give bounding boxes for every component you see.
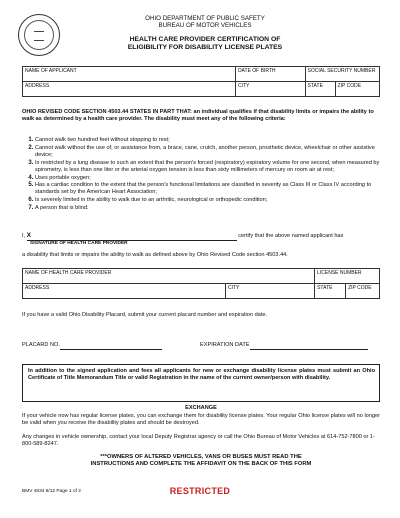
- warning-line1: ***OWNERS OF ALTERED VEHICLES, VANS OR BUSES MUST READ THE: [100, 454, 302, 460]
- criteria-item: 1. Cannot walk two hundred feet without stopping to rest;: [35, 137, 380, 144]
- statute-text: OHIO REVISED CODE SECTION 4503.44 STATES IN PART THAT: an individual qualifies if that disability limits or impairs the ability to walk as determined by a health care provider. The disability must meet any of the following criteria:: [22, 109, 374, 122]
- header-agency-block: [80, 15, 330, 30]
- expiration-date-row: [200, 342, 368, 350]
- placard-number-field[interactable]: [60, 342, 162, 350]
- exchange-heading: EXCHANGE: [185, 405, 217, 411]
- criteria-list: [22, 137, 380, 213]
- ownership-change-paragraph: Any changes in vehicle ownership, contact your local Deputy Registrar agency or call the Ohio Bureau of Motor Vehicles at 614-752-7800 or 1-800-589-8247.: [22, 434, 375, 447]
- ohio-seal-logo: [18, 14, 60, 56]
- bureau-name: BUREAU OF MOTOR VEHICLES: [158, 22, 252, 30]
- form-title-line1: HEALTH CARE PROVIDER CERTIFICATION OF: [129, 36, 281, 43]
- expiration-date-field[interactable]: [250, 342, 368, 350]
- signature-x-mark: X: [26, 232, 32, 239]
- warning-line2: INSTRUCTIONS AND COMPLETE THE AFFIDAVIT ON THE BACK OF THIS FORM: [90, 461, 312, 467]
- form-title: [60, 36, 350, 52]
- form-id: BMV 4834 8/12 Page 1 of 2: [22, 489, 81, 494]
- criteria-item: 7. A person that is blind.: [35, 205, 380, 212]
- provider-info-table: [22, 268, 380, 299]
- certify-prefix: I,: [22, 233, 26, 239]
- provider-address-field[interactable]: ADDRESS: [23, 284, 226, 299]
- signature-label: SIGNATURE OF HEALTH CARE PROVIDER: [30, 241, 128, 246]
- applicant-city-field[interactable]: CITY: [235, 82, 305, 97]
- provider-signature-field[interactable]: [27, 233, 237, 241]
- criteria-item: 4. Uses portable oxygen;: [35, 175, 380, 182]
- agency-name: OHIO DEPARTMENT OF PUBLIC SAFETY: [145, 15, 265, 22]
- placard-number-row: [22, 342, 162, 350]
- exchange-paragraph: If your vehicle now has regular license plates, you can exchange them for disability license plates. Your regular Ohio license plates will no longer be valid when you receive the disability plates and should be destroyed.: [22, 413, 380, 426]
- restricted-stamp: RESTRICTED: [169, 486, 231, 496]
- applicant-info-table: [22, 66, 380, 97]
- placard-note: If you have a valid Ohio Disability Placard, submit your current placard number and expiration date.: [22, 312, 268, 318]
- provider-city-field[interactable]: CITY: [226, 284, 315, 299]
- applicant-name-field[interactable]: NAME OF APPLICANT: [23, 67, 236, 82]
- form-title-line2: ELIGIBILITY FOR DISABILITY LICENSE PLATES: [127, 44, 283, 51]
- applicant-ssn-field[interactable]: SOCIAL SECURITY NUMBER: [305, 67, 379, 82]
- certification-line: [22, 233, 380, 241]
- applicant-dob-field[interactable]: DATE OF BIRTH: [235, 67, 305, 82]
- provider-state-field[interactable]: STATE: [315, 284, 346, 299]
- criteria-item: 3. Is restricted by a lung disease to such an extent that the person's forced (respiratory) expiratory volume for one second, when measured by spirometry, is less than one liter or the arterial oxygen tension is less than sixty millimeters of mercury on room air at rest;: [35, 160, 380, 174]
- certify-definition: a disability that limits or impairs the ability to walk as defined above by Ohio Revised Code section 4503.44.: [22, 252, 288, 258]
- title-requirement-notice: [22, 364, 380, 402]
- expiration-date-label: EXPIRATION DATE: [200, 342, 250, 348]
- provider-name-field[interactable]: NAME OF HEALTH CARE PROVIDER: [23, 269, 315, 284]
- notice-text: In addition to the signed application and fees all applicants for new or exchange disability license plates must submit an Ohio Certificate of Title Memorandum Title or valid Registration in the name of the current owner/person with disability.: [28, 368, 375, 381]
- altered-vehicle-warning: [22, 454, 380, 468]
- applicant-address-field[interactable]: ADDRESS: [23, 82, 236, 97]
- placard-number-label: PLACARD NO.: [22, 342, 60, 348]
- provider-zip-field[interactable]: ZIP CODE: [346, 284, 380, 299]
- provider-license-field[interactable]: LICENSE NUMBER: [315, 269, 380, 284]
- applicant-zip-field[interactable]: ZIP CODE: [335, 82, 379, 97]
- criteria-item: 6. Is severely limited in the ability to walk due to an arthritic, neurological or orthopedic condition;: [35, 197, 380, 204]
- applicant-state-field[interactable]: STATE: [305, 82, 335, 97]
- criteria-item: 2. Cannot walk without the use of, or assistance from, a brace, cane, crutch, another person, prosthetic device, wheelchair or other assistive device;: [35, 145, 380, 159]
- criteria-item: 5. Has a cardiac condition to the extent that the person's functional limitations are classified in severity as Class III or Class IV according to standards set by the American Heart Association;: [35, 182, 380, 196]
- certify-suffix: certify that the above named applicant has: [238, 233, 344, 239]
